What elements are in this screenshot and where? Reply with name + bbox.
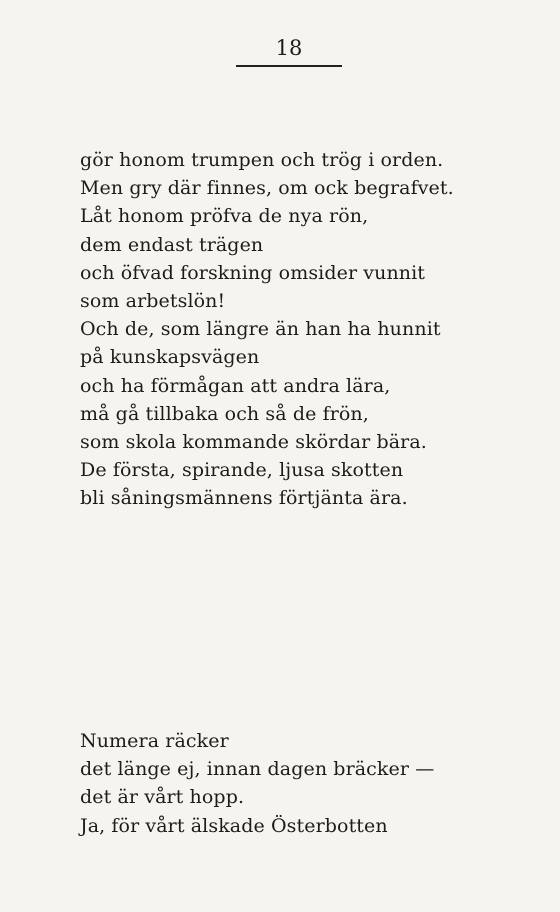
page-number: 18	[275, 36, 303, 60]
poem-line: Numera räcker	[80, 730, 229, 752]
poem-stanza-2	[80, 727, 434, 840]
poem-line: dem endast trägen	[80, 233, 264, 256]
poem-line: det länge ej, innan dagen bräcker —	[80, 758, 435, 781]
page-number-rule	[236, 65, 342, 67]
poem-line: som arbetslön!	[80, 290, 226, 313]
poem-line: De första, spirande, ljusa skotten	[80, 459, 404, 482]
poem-line: det är vårt hopp.	[80, 786, 245, 809]
poem-line: och ha förmågan att andra lära,	[80, 374, 391, 397]
poem-line: Och de, som längre än han ha hunnit	[80, 318, 441, 341]
poem-line: och öfvad forskning omsider vunnit	[80, 261, 426, 284]
poem-line: Ja, för vårt älskade Österbotten	[80, 814, 388, 837]
poem-stanza-1	[80, 146, 454, 513]
poem-line: på kunskapsvägen	[80, 346, 260, 369]
poem-line: Låt honom pröfva de nya rön,	[80, 205, 369, 228]
poem-line: Men gry där finnes, om ock begrafvet.	[80, 177, 454, 200]
poem-line: gör honom trumpen och trög i orden.	[80, 149, 444, 171]
poem-line: bli såningsmännens förtjänta ära.	[80, 487, 408, 510]
poem-line: må gå tillbaka och så de frön,	[80, 402, 369, 425]
poem-line: som skola kommande skördar bära.	[80, 431, 427, 454]
